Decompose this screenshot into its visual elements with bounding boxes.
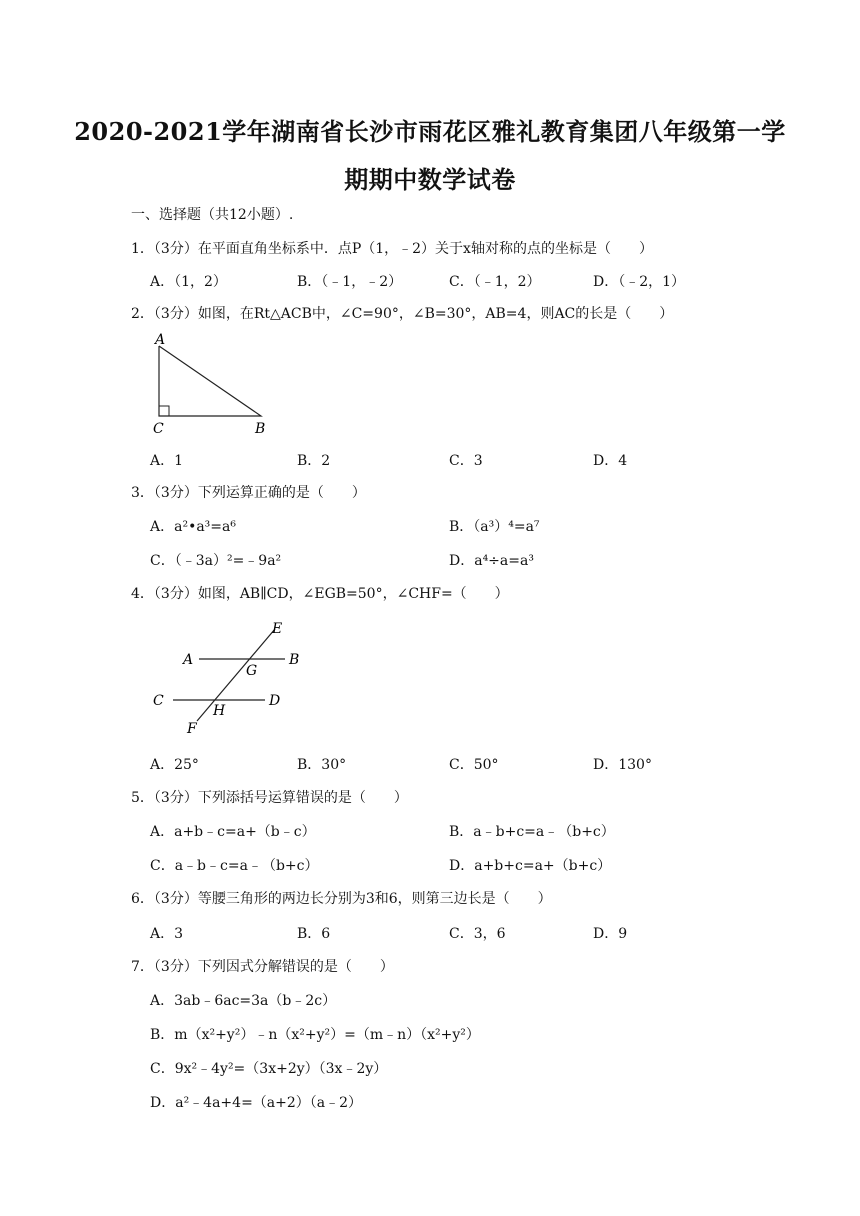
figure-label-a: A — [183, 652, 194, 668]
question-4-parallel-lines-figure — [145, 615, 315, 745]
question-1-option-b: B．（﹣1，﹣2） — [297, 274, 403, 290]
section-heading: 一、选择题（共12小题）. — [131, 207, 294, 223]
question-2-option-b: B．2 — [297, 453, 331, 469]
question-7-option-d: D．a²﹣4a+4=（a+2）（a﹣2） — [150, 1095, 363, 1111]
question-6-stem: 6．（3分）等腰三角形的两边长分别为3和6，则第三边长是（ ） — [131, 891, 552, 907]
question-1-option-d: D．（﹣2，1） — [593, 274, 686, 290]
question-7-option-b: B．m（x²+y²）﹣n（x²+y²）=（m﹣n）（x²+y²） — [150, 1027, 480, 1043]
figure-label-g: G — [246, 663, 258, 679]
question-7-stem: 7．（3分）下列因式分解错误的是（ ） — [131, 959, 394, 975]
question-6-option-b: B．6 — [297, 926, 331, 942]
question-1-stem: 1．（3分）在平面直角坐标系中．点P（1，﹣2）关于x轴对称的点的坐标是（ ） — [131, 241, 653, 257]
figure-label-c: C — [153, 693, 164, 709]
question-7-option-a: A．3ab﹣6ac=3a（b﹣2c） — [150, 993, 337, 1009]
question-2-option-c: C．3 — [449, 453, 483, 469]
triangle-label-a: A — [155, 332, 166, 348]
question-2-stem: 2．（3分）如图，在Rt△ACB中，∠C=90°，∠B=30°，AB=4，则AC的长是（ ） — [131, 306, 674, 322]
question-3-option-a: A．a²•a³=a⁶ — [150, 519, 236, 535]
question-4-option-b: B．30° — [297, 757, 347, 773]
question-2-option-d: D．4 — [593, 453, 628, 469]
question-3-stem: 3．（3分）下列运算正确的是（ ） — [131, 485, 366, 501]
question-4-stem: 4．（3分）如图，AB∥CD，∠EGB=50°，∠CHF=（ ） — [131, 586, 509, 602]
triangle-label-b: B — [255, 421, 266, 437]
document-title-line-1: 2020-2021学年湖南省长沙市雨花区雅礼教育集团八年级第一学 — [74, 117, 786, 146]
document-title-line-2: 期期中数学试卷 — [344, 165, 516, 194]
question-4-option-d: D．130° — [593, 757, 652, 773]
figure-label-h: H — [213, 703, 226, 719]
question-3-option-b: B．（a³）⁴=a⁷ — [449, 519, 540, 535]
question-4-option-c: C．50° — [449, 757, 499, 773]
question-5-option-c: C．a﹣b﹣c=a﹣（b+c） — [150, 858, 319, 874]
figure-label-f: F — [187, 721, 197, 737]
question-4-option-a: A．25° — [150, 757, 199, 773]
question-3-option-d: D．a⁴÷a=a³ — [449, 553, 534, 569]
question-2-triangle-figure — [145, 330, 275, 440]
question-5-option-a: A．a+b﹣c=a+（b﹣c） — [150, 824, 316, 840]
question-6-option-d: D．9 — [593, 926, 628, 942]
question-1-option-a: A．（1，2） — [150, 274, 227, 290]
question-3-option-c: C．（﹣3a）²=﹣9a² — [150, 553, 282, 569]
figure-label-d: D — [269, 693, 281, 709]
figure-label-e: E — [272, 621, 283, 637]
question-6-option-a: A．3 — [150, 926, 184, 942]
question-2-option-a: A．1 — [150, 453, 184, 469]
figure-label-b: B — [289, 652, 300, 668]
question-5-option-b: B．a﹣b+c=a﹣（b+c） — [449, 824, 615, 840]
question-7-option-c: C．9x²﹣4y²=（3x+2y）（3x﹣2y） — [150, 1061, 388, 1077]
question-5-stem: 5．（3分）下列添括号运算错误的是（ ） — [131, 790, 408, 806]
question-5-option-d: D．a+b+c=a+（b+c） — [449, 858, 612, 874]
question-6-option-c: C．3，6 — [449, 926, 506, 942]
question-1-option-c: C．（﹣1，2） — [449, 274, 541, 290]
triangle-label-c: C — [153, 421, 164, 437]
